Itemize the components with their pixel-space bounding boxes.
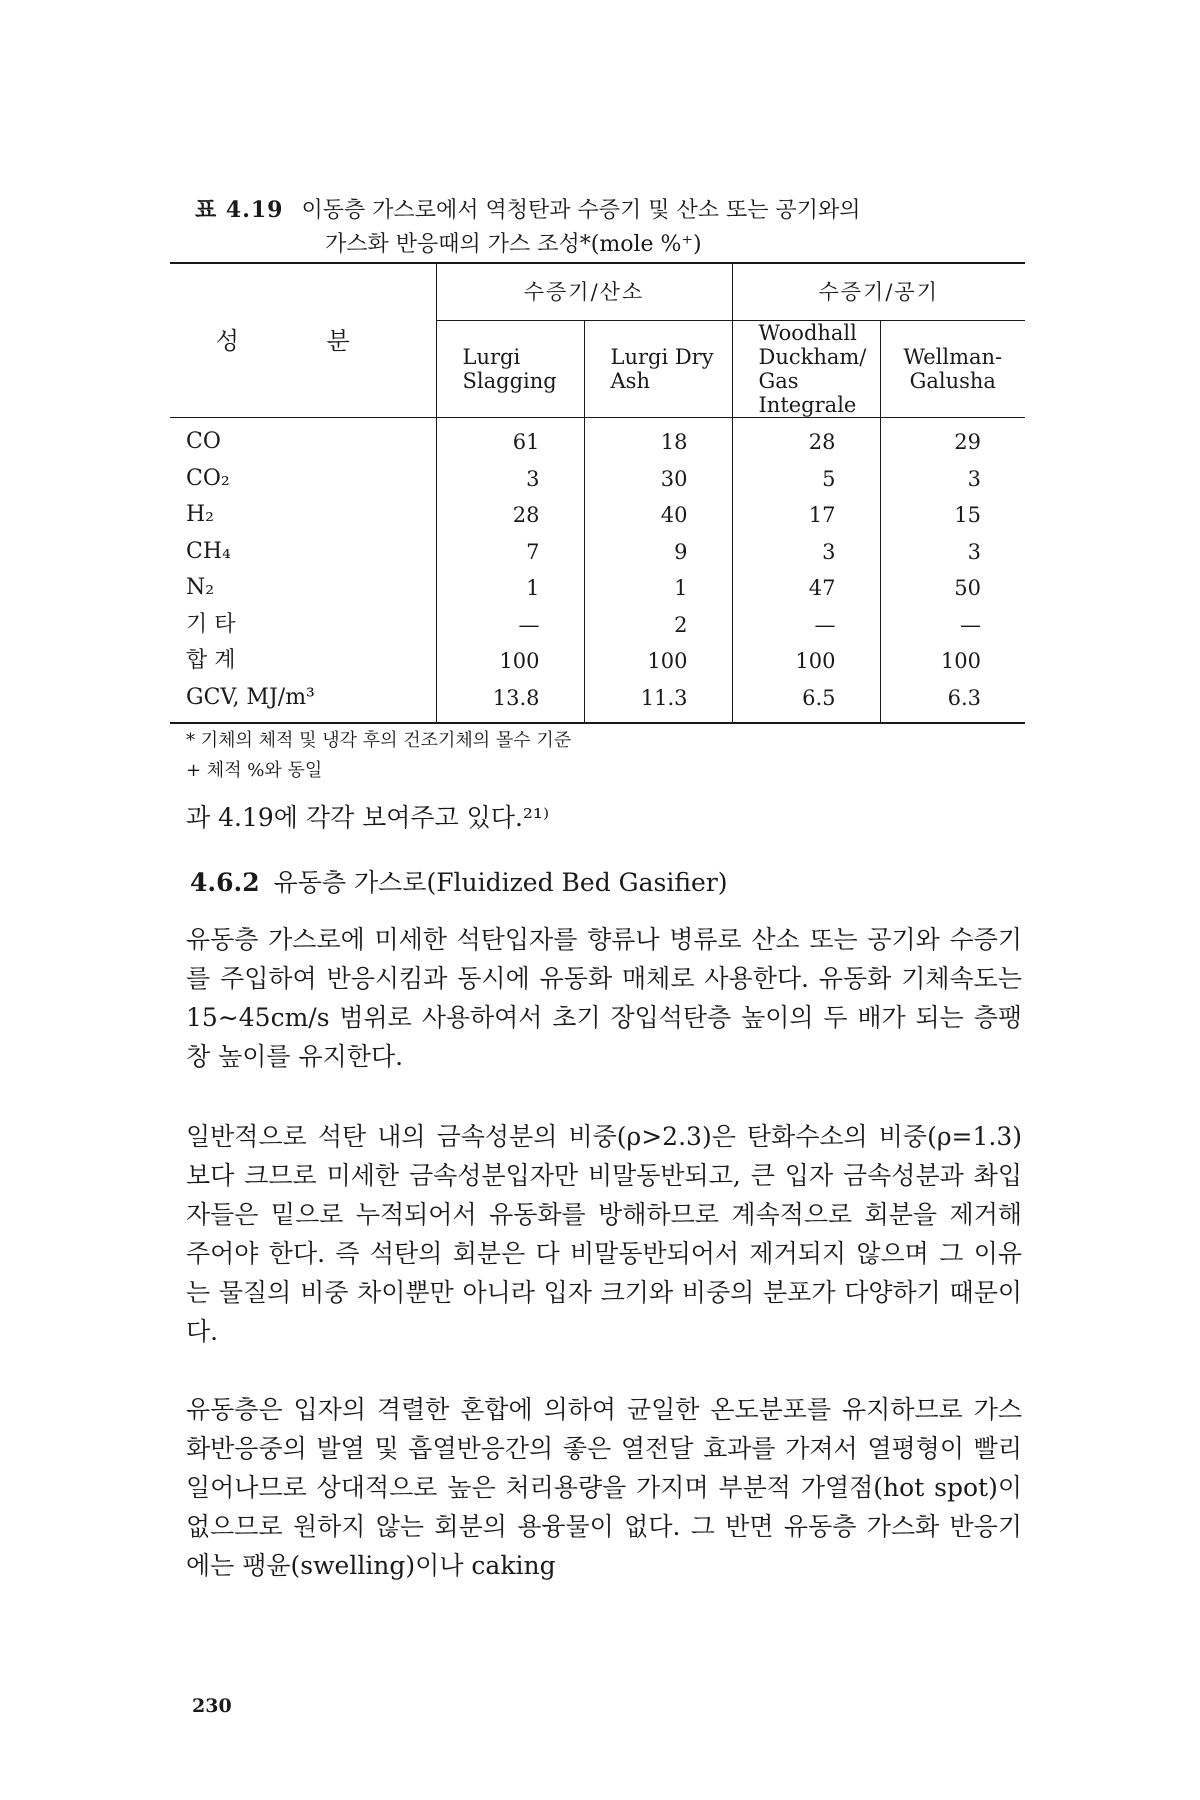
cell: 100 [436, 643, 584, 680]
component-header: 성 분 [170, 263, 436, 418]
cell: — [880, 607, 1025, 644]
paragraph-3: 유동층은 입자의 격렬한 혼합에 의하여 균일한 온도분포를 유지하므로 가스화반응중의 발열 및 흡열반응간의 좋은 열전달 효과를 가져서 열평형이 빨리 일어나므로 상대적으로 높은 처리용량을 가지며 부분적 가열점(hot spot)이 없으므로 원하지 않는 회분의 용융물이 없다. 그 반면 유동층 가스화 반응기에는 팽윤(swelling)이나 caking [186, 1395, 1022, 1580]
cell: 29 [880, 418, 1025, 461]
cell: 3 [732, 534, 880, 571]
row-name: H₂ [186, 502, 215, 528]
cell: 47 [732, 570, 880, 607]
table-row [170, 607, 1025, 644]
cell: 1 [436, 570, 584, 607]
row-name: N₂ [186, 575, 215, 601]
table-row [170, 534, 1025, 571]
cell: 15 [880, 497, 1025, 534]
cell: 30 [584, 461, 732, 498]
col-lurgi-dry-ash: Lurgi Dry Ash [584, 321, 732, 418]
row-name: 합 계 [186, 648, 236, 674]
cell: 100 [880, 643, 1025, 680]
cell: 50 [880, 570, 1025, 607]
cell: 6.3 [880, 680, 1025, 724]
paragraph-1: 유동층 가스로에 미세한 석탄입자를 향류나 병류로 산소 또는 공기와 수증기를 주입하여 반응시킴과 동시에 유동화 매체로 사용한다. 유동화 기체속도는 15∼45cm/s 범위로 사용하여서 초기 장입석탄층 높이의 두 배가 되는 층팽창 높이를 유지한다. [186, 925, 1022, 1071]
row-name: CH₄ [186, 538, 231, 564]
cell: 18 [584, 418, 732, 461]
cell: — [732, 607, 880, 644]
cell: 5 [732, 461, 880, 498]
caption-line-2: 가스화 반응때의 가스 조성*(mole %⁺) [325, 232, 702, 257]
section-number: 4.6.2 [190, 868, 260, 897]
table-row [170, 497, 1025, 534]
col-wellman-galusha: Wellman- Galusha [880, 321, 1025, 418]
table-row [170, 643, 1025, 680]
cell: 3 [436, 461, 584, 498]
paragraph-2: 일반적으로 석탄 내의 금속성분의 비중(ρ>2.3)은 탄화수소의 비중(ρ=1.3)보다 크므로 미세한 금속성분입자만 비말동반되고, 큰 입자 금속성분과 촤입자들은 밑으로 누적되어서 유동화를 방해하므로 계속적으로 회분을 제거해 주어야 한다. 즉 석탄의 회분은 다 비말동반되어서 제거되지 않으며 그 이유는 물질의 비중 차이뿐만 아니라 입자 크기와 비중의 분포가 다양하기 때문이다. [186, 1122, 1022, 1346]
note-asterisk: * 기체의 체적 및 냉각 후의 건조기체의 몰수 기준 [186, 730, 572, 751]
table-caption [195, 193, 1025, 262]
caption-number: 표 4.19 [195, 197, 284, 223]
section-heading [190, 863, 728, 899]
cell: 1 [584, 570, 732, 607]
cell: 11.3 [584, 680, 732, 724]
cell: 7 [436, 534, 584, 571]
cell: 28 [436, 497, 584, 534]
col-lurgi-slagging: Lurgi Slagging [436, 321, 584, 418]
table-row [170, 680, 1025, 724]
gas-composition-table [170, 262, 1025, 724]
group-steam-air: 수증기/공기 [732, 263, 1025, 321]
table-notes [186, 726, 571, 786]
table-row [170, 461, 1025, 498]
col-woodhall-duckham: Woodhall Duckham/ Gas Integrale [732, 321, 880, 418]
table-row [170, 418, 1025, 461]
group-steam-oxygen: 수증기/산소 [436, 263, 732, 321]
page-number: 230 [192, 1695, 232, 1717]
cell: 40 [584, 497, 732, 534]
row-name: CO₂ [186, 465, 230, 491]
cell: 100 [584, 643, 732, 680]
caption-line-1: 이동층 가스로에서 역청탄과 수증기 및 산소 또는 공기와의 [301, 198, 861, 223]
section-title: 유동층 가스로(Fluidized Bed Gasifier) [273, 868, 728, 897]
cell: — [436, 607, 584, 644]
cell: 61 [436, 418, 584, 461]
cell: 3 [880, 461, 1025, 498]
row-name: CO [170, 418, 436, 461]
cell: 3 [880, 534, 1025, 571]
cell: 28 [732, 418, 880, 461]
cell: 2 [584, 607, 732, 644]
table-row [170, 570, 1025, 607]
cell: 6.5 [732, 680, 880, 724]
row-name: GCV, MJ/m³ [170, 680, 436, 724]
cell: 17 [732, 497, 880, 534]
note-plus: + 체적 %와 동일 [186, 760, 323, 781]
cell: 9 [584, 534, 732, 571]
cell: 100 [732, 643, 880, 680]
row-name: 기 타 [186, 611, 236, 637]
cell: 13.8 [436, 680, 584, 724]
continuation-text: 과 4.19에 각각 보여주고 있다.²¹⁾ [186, 803, 550, 832]
